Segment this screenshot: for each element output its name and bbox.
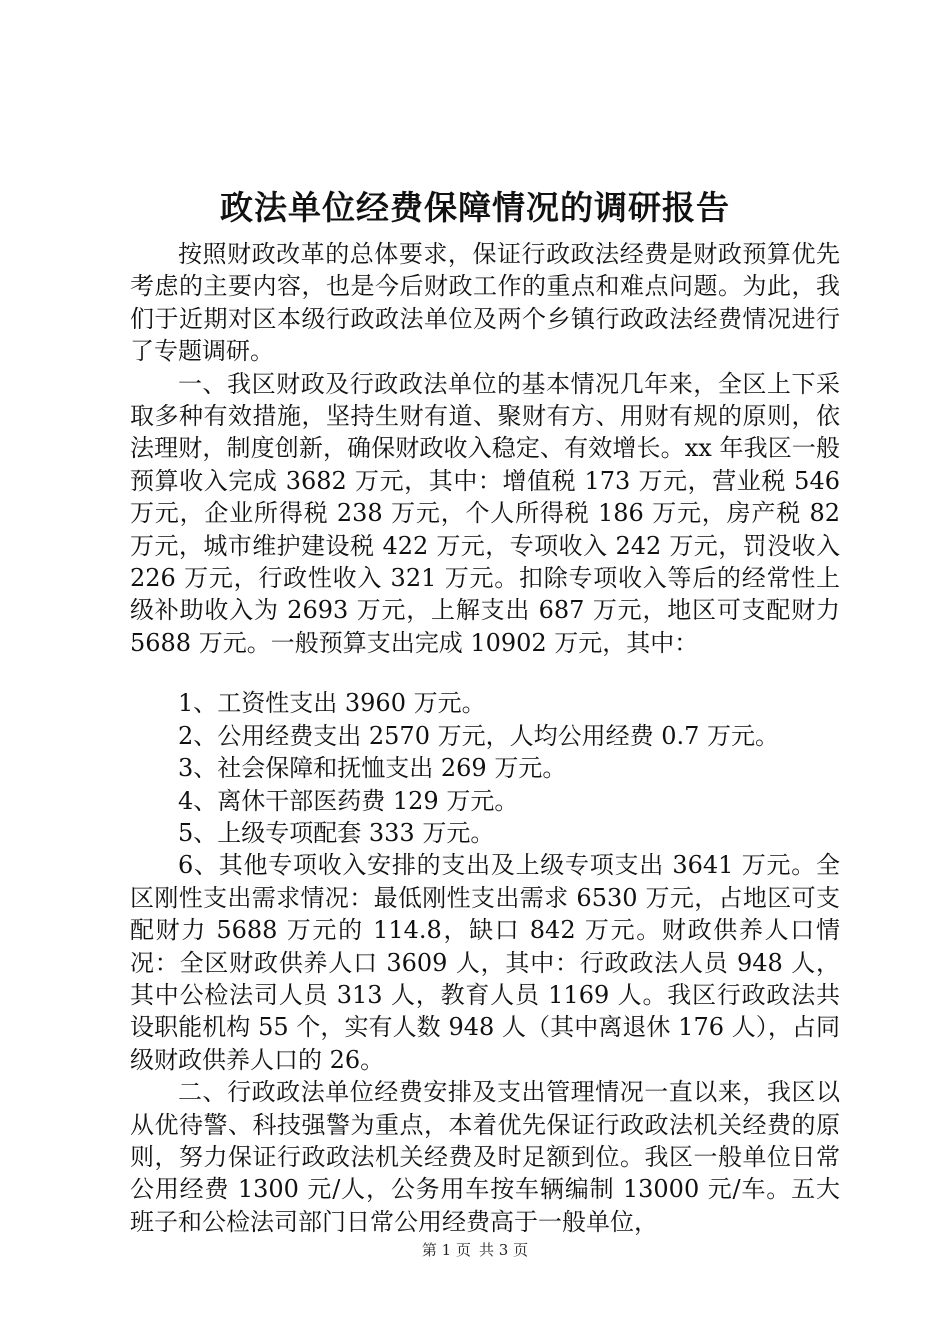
list-item: 2、公用经费支出 2570 万元，人均公用经费 0.7 万元。 (178, 721, 780, 750)
page-number: 第 1 页 (421, 1241, 471, 1259)
section-one-paragraph: 一、我区财政及行政政法单位的基本情况几年来，全区上下采取多种有效措施，坚持生财有道、聚财有方、用财有规的原则，依法理财，制度创新，确保财政收入稳定、有效增长。xx 年我区一般预算收入完成 3682 万元，其中：增值税 173 万元，营业税 546 万元，企业所得税 238 万元，个人所得税 186 万元，房产税 82 万元，城市维护建设税 422 万元，专项收入 242 万元，罚没收入 226 万元，行政性收入 321 万元。扣除专项收入等后的经常性上级补助收入为 2693 万元，上解支出 687 万元，地区可支配财力 5688 万元。一般预算支出完成 10902 万元，其中： (130, 369, 840, 657)
list-item: 3、社会保障和抚恤支出 269 万元。 (178, 754, 567, 783)
paragraph-spacer (130, 659, 840, 687)
intro-paragraph: 按照财政改革的总体要求，保证行政政法经费是财政预算优先考虑的主要内容，也是今后财政工作的重点和难点问题。为此，我们于近期对区本级行政政法单位及两个乡镇行政政法经费情况进行了专题调研。 (130, 240, 840, 366)
document-title: 政法单位经费保障情况的调研报告 (220, 188, 730, 227)
item-six-paragraph: 6、其他专项收入安排的支出及上级专项支出 3641 万元。全区刚性支出需求情况：最低刚性支出需求 6530 万元，占地区可支配财力 5688 万元的 114.8，缺口 842 万元。财政供养人口情况：全区财政供养人口 3609 人，其中：行政政法人员 948 人，其中公检法司人员 313 人，教育人员 1169 人。我区行政政法共设职能机构 55 个，实有人数 948 人（其中离退休 176 人），占同级财政供养人口的 26。 (130, 851, 840, 1074)
document-body (130, 238, 840, 1238)
list-item: 4、离休干部医药费 129 万元。 (178, 786, 519, 815)
section-two-paragraph: 二、行政政法单位经费安排及支出管理情况一直以来，我区以从优待警、科技强警为重点，本着优先保证行政政法机关经费的原则，努力保证行政政法机关经费及时足额到位。我区一般单位日常公用经费 1300 元/人，公务用车按车辆编制 13000 元/车。五大班子和公检法司部门日常公用经费高于一般单位， (130, 1078, 840, 1236)
page-footer (0, 1240, 950, 1260)
list-item: 5、上级专项配套 333 万元。 (178, 818, 495, 847)
list-item: 1、工资性支出 3960 万元。 (178, 689, 486, 718)
page-total: 共 3 页 (479, 1241, 529, 1259)
